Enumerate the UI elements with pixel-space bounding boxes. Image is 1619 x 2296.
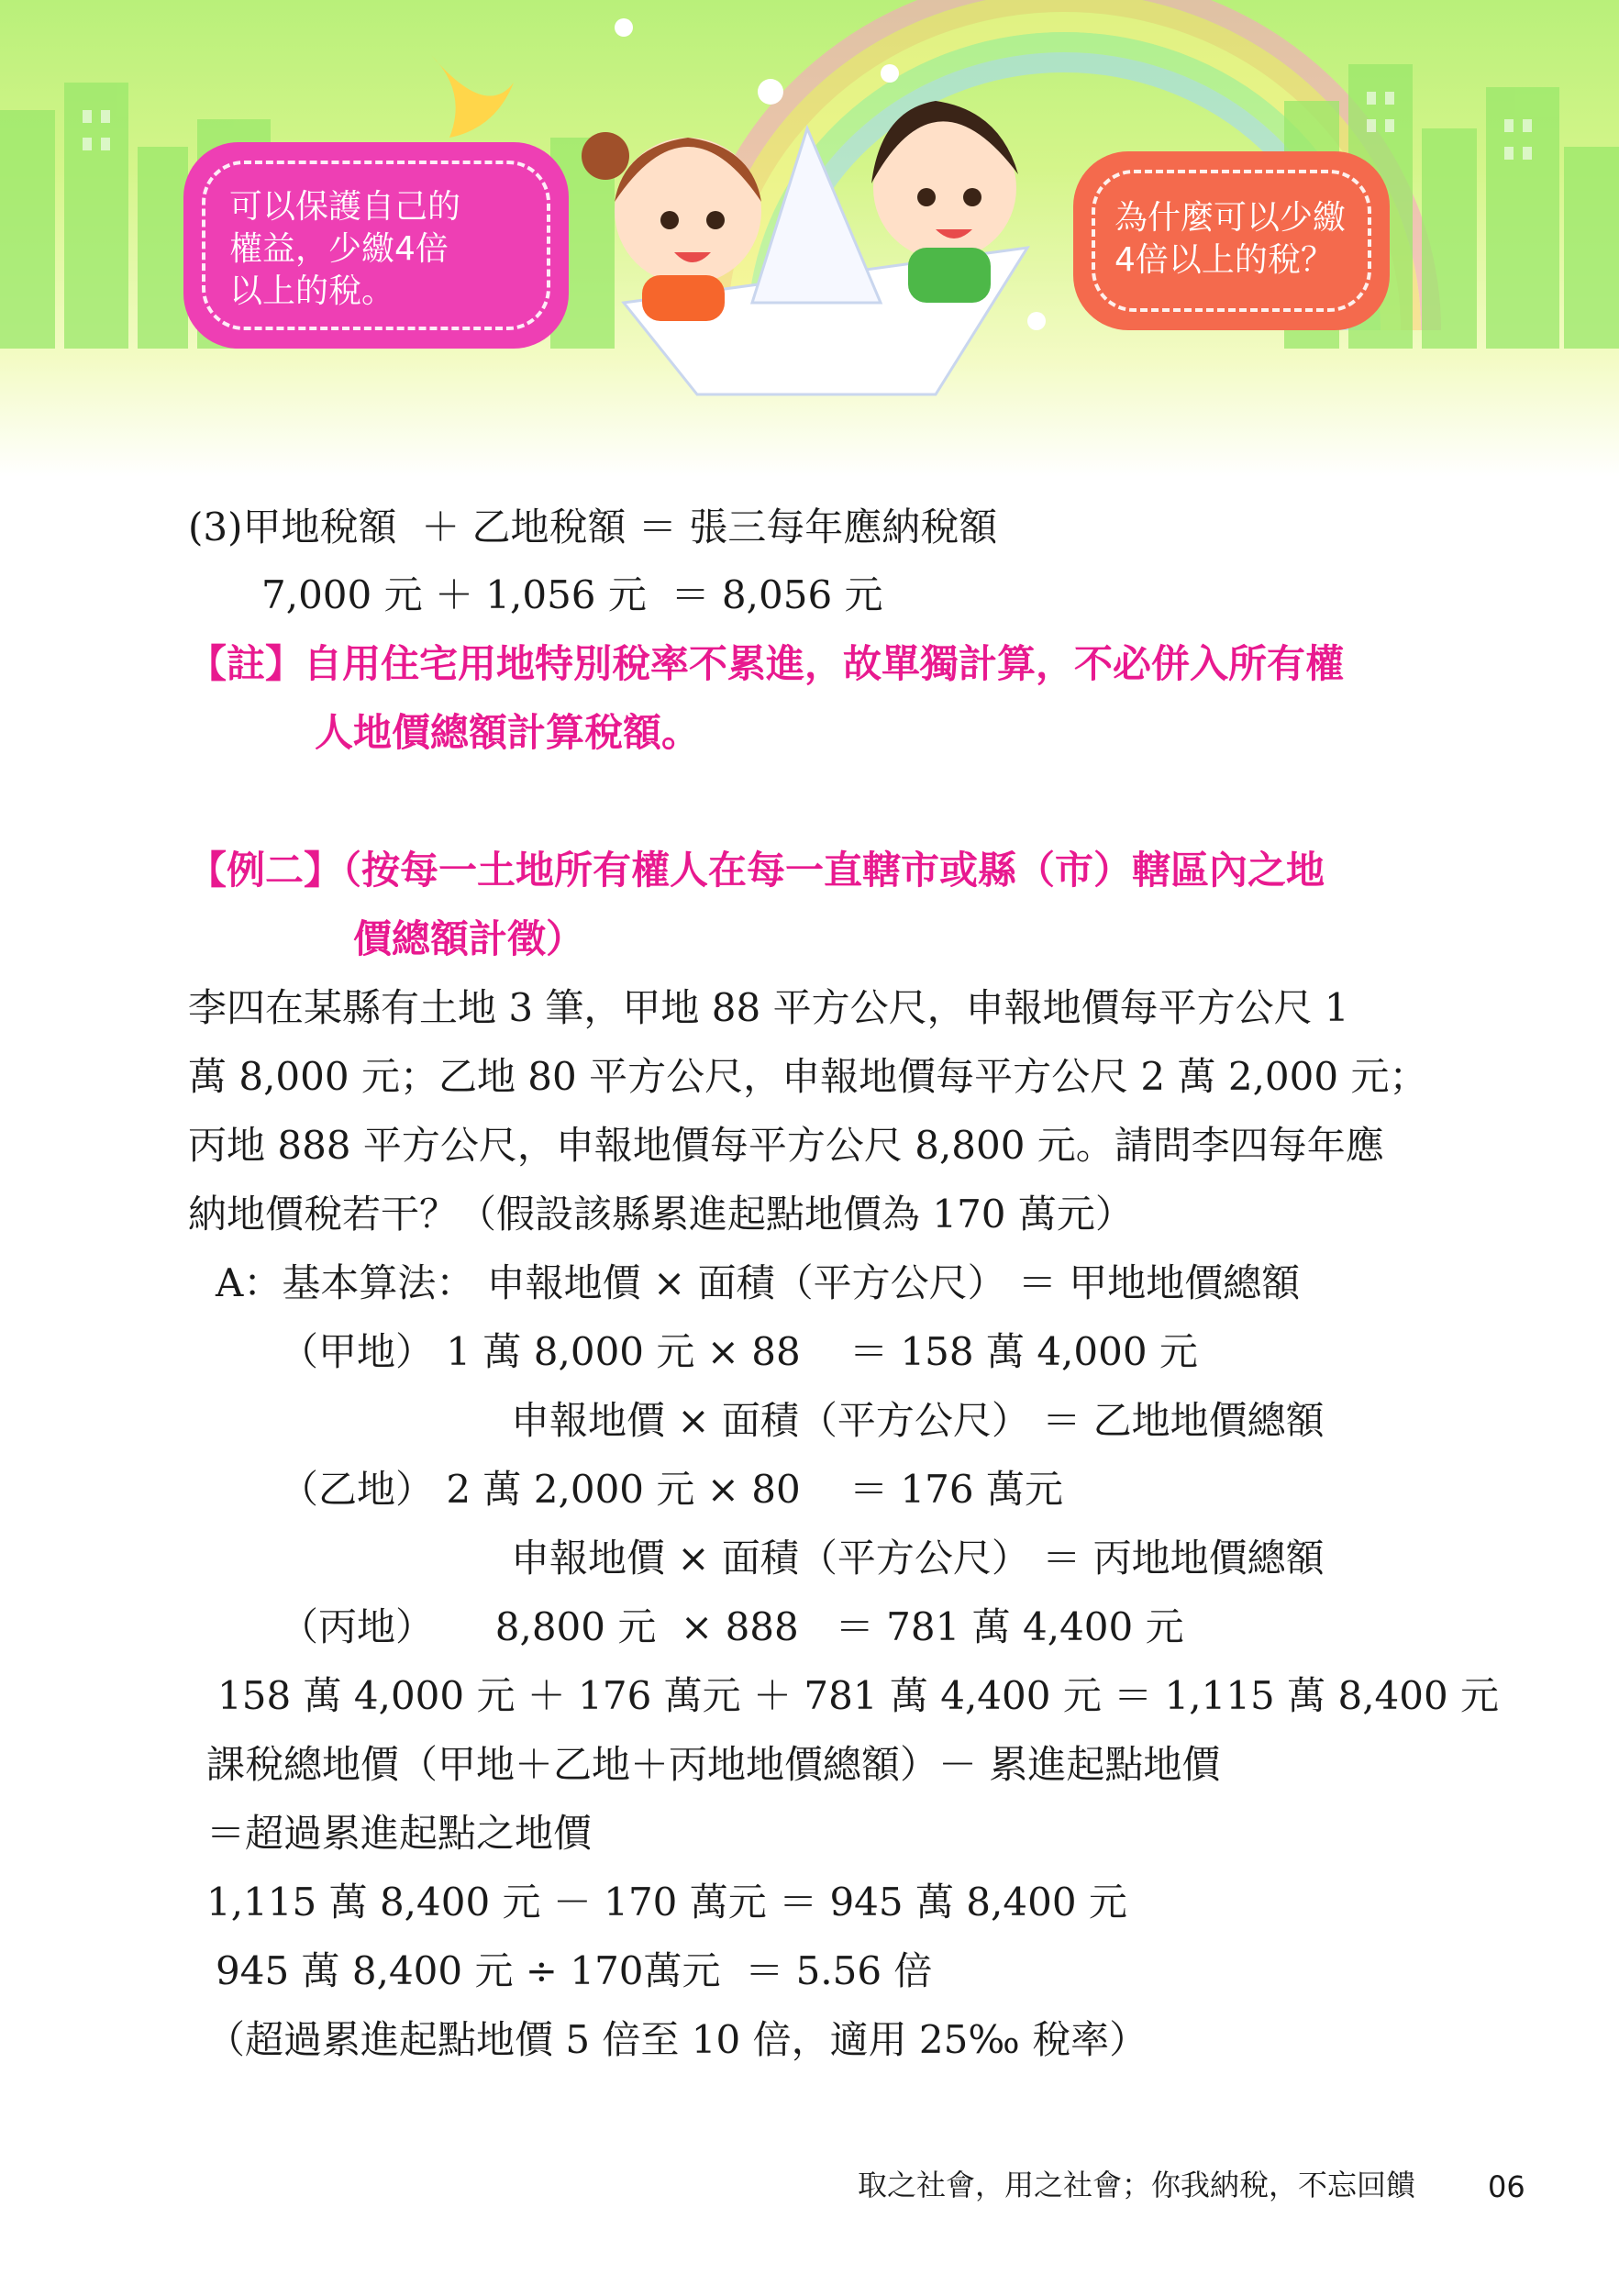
text-line: 納地價稅若干？（假設該縣累進起點地價為 170 萬元） bbox=[188, 1192, 1134, 1237]
example-heading: 價總額計徵） bbox=[353, 916, 585, 961]
text-line: 7,000 元 ＋ 1,056 元 ＝ 8,056 元 bbox=[261, 572, 883, 617]
text-line: 945 萬 8,400 元 ÷ 170萬元 ＝ 5.56 倍 bbox=[216, 1948, 933, 1993]
text-line: 課稅總地價（甲地＋乙地＋丙地地價總額）－ 累進起點地價 bbox=[206, 1742, 1221, 1787]
text-line: 萬 8,000 元；乙地 80 平方公尺，申報地價每平方公尺 2 萬 2,000 元； bbox=[188, 1054, 1428, 1099]
text-line: (3)甲地稅額 ＋ 乙地稅額 ＝ 張三每年應納稅額 bbox=[188, 505, 998, 549]
text-line: 158 萬 4,000 元 ＋ 176 萬元 ＋ 781 萬 4,400 元 ＝ 1,115 萬 8,400 元 bbox=[217, 1673, 1500, 1718]
speech-bubble-right-text: 為什麼可以少繳 4倍以上的稅？ bbox=[1114, 199, 1347, 279]
note-line: 【註】自用住宅用地特別稅率不累進，故單獨計算，不必併入所有權 bbox=[188, 641, 1345, 686]
footer-slogan: 取之社會，用之社會；你我納稅，不忘回饋 bbox=[858, 2168, 1416, 2202]
text-line: ＝超過累進起點之地價 bbox=[206, 1811, 593, 1856]
text-line: 申報地價 × 面積（平方公尺） ＝ 丙地地價總額 bbox=[511, 1536, 1325, 1581]
text-line: （乙地） 2 萬 2,000 元 × 80 ＝ 176 萬元 bbox=[280, 1467, 1063, 1512]
text-line: （丙地） 8,800 元 × 888 ＝ 781 萬 4,400 元 bbox=[280, 1604, 1184, 1649]
text-line: A：基本算法： 申報地價 × 面積（平方公尺） ＝ 甲地地價總額 bbox=[216, 1260, 1301, 1305]
page-number: 06 bbox=[1488, 2169, 1525, 2204]
text-line: （超過累進起點地價 5 倍至 10 倍，適用 25‰ 稅率） bbox=[206, 2017, 1148, 2062]
speech-bubble-left-text: 可以保護自己的 權益，少繳4倍 以上的稅。 bbox=[229, 188, 461, 310]
text-line: 李四在某縣有土地 3 筆，甲地 88 平方公尺，申報地價每平方公尺 1 bbox=[188, 985, 1349, 1030]
example-heading: 【例二】（按每一土地所有權人在每一直轄市或縣（市）轄區內之地 bbox=[188, 848, 1325, 893]
note-line: 人地價總額計算稅額。 bbox=[315, 710, 701, 755]
text-line: 申報地價 × 面積（平方公尺） ＝ 乙地地價總額 bbox=[511, 1398, 1325, 1443]
text-line: 1,115 萬 8,400 元 － 170 萬元 ＝ 945 萬 8,400 元 bbox=[206, 1880, 1127, 1924]
text-line: （甲地） 1 萬 8,000 元 × 88 ＝ 158 萬 4,000 元 bbox=[280, 1329, 1198, 1374]
text-line: 丙地 888 平方公尺，申報地價每平方公尺 8,800 元。請問李四每年應 bbox=[188, 1123, 1384, 1168]
